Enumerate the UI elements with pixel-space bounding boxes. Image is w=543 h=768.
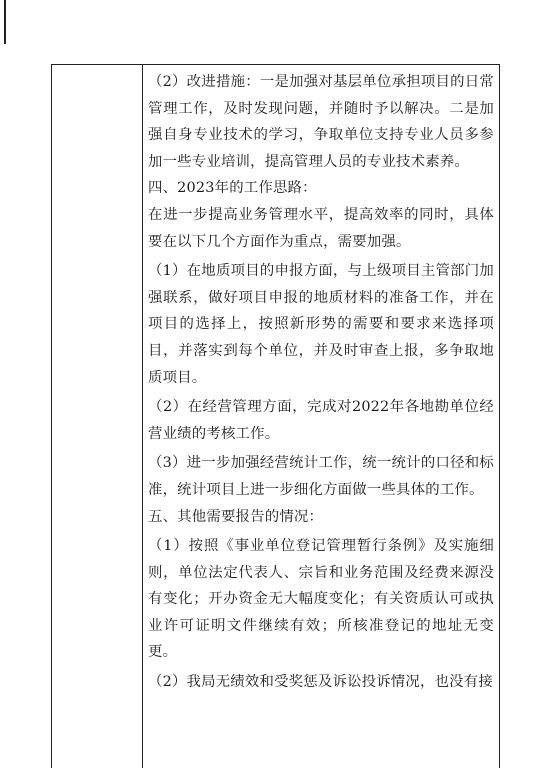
performance-status-paragraph: （2）我局无绩效和受奖惩及诉讼投诉情况，也没有接 bbox=[148, 674, 493, 691]
work-plan-intro-paragraph: 在进一步提高业务管理水平，提高效率的同时，具体要在以下几个方面作为重点，需要加强。 bbox=[148, 206, 494, 250]
business-management-paragraph: （2）在经营管理方面，完成对2022年各地勘单位经营业绩的考核工作。 bbox=[148, 399, 494, 442]
section-five-heading: 五、其他需要报告的情况： bbox=[148, 508, 324, 525]
project-application-paragraph: （1）在地质项目的申报方面，与上级项目主管部门加强联系，做好项目申报的地质材料的准备工作，并在项目的选择上，按照新形势的需要和要求来选择项目，并落实到每个单位，并及时审查上报，多争取地质项目。 bbox=[148, 263, 494, 386]
registration-status-paragraph: （1）按照《事业单位登记管理暂行条例》及实施细则，单位法定代表人、宗旨和业务范围及经费来源没有变化；开办资金无大幅度变化；有关资质认可或执业许可证明文件继续有效；所核准登记的地址无变更。 bbox=[148, 538, 494, 661]
section-four-heading: 四、2023年的工作思路： bbox=[148, 180, 317, 197]
report-table bbox=[51, 64, 500, 768]
improvement-measures-paragraph: （2）改进措施：一是加强对基层单位承担项目的日常管理工作，及时发现问题，并随时予以解决。二是加强自身专业技术的学习，争取单位支持专业人员多参加一些专业培训，提高管理人员的专业技术素养。 bbox=[148, 74, 494, 170]
report-content-cell bbox=[148, 69, 494, 696]
statistics-work-paragraph: （3）进一步加强经营统计工作，统一统计的口径和标准，统计项目上进一步细化方面做一些具体的工作。 bbox=[148, 455, 494, 498]
page-edge-line bbox=[4, 0, 6, 44]
column-divider bbox=[142, 65, 143, 768]
